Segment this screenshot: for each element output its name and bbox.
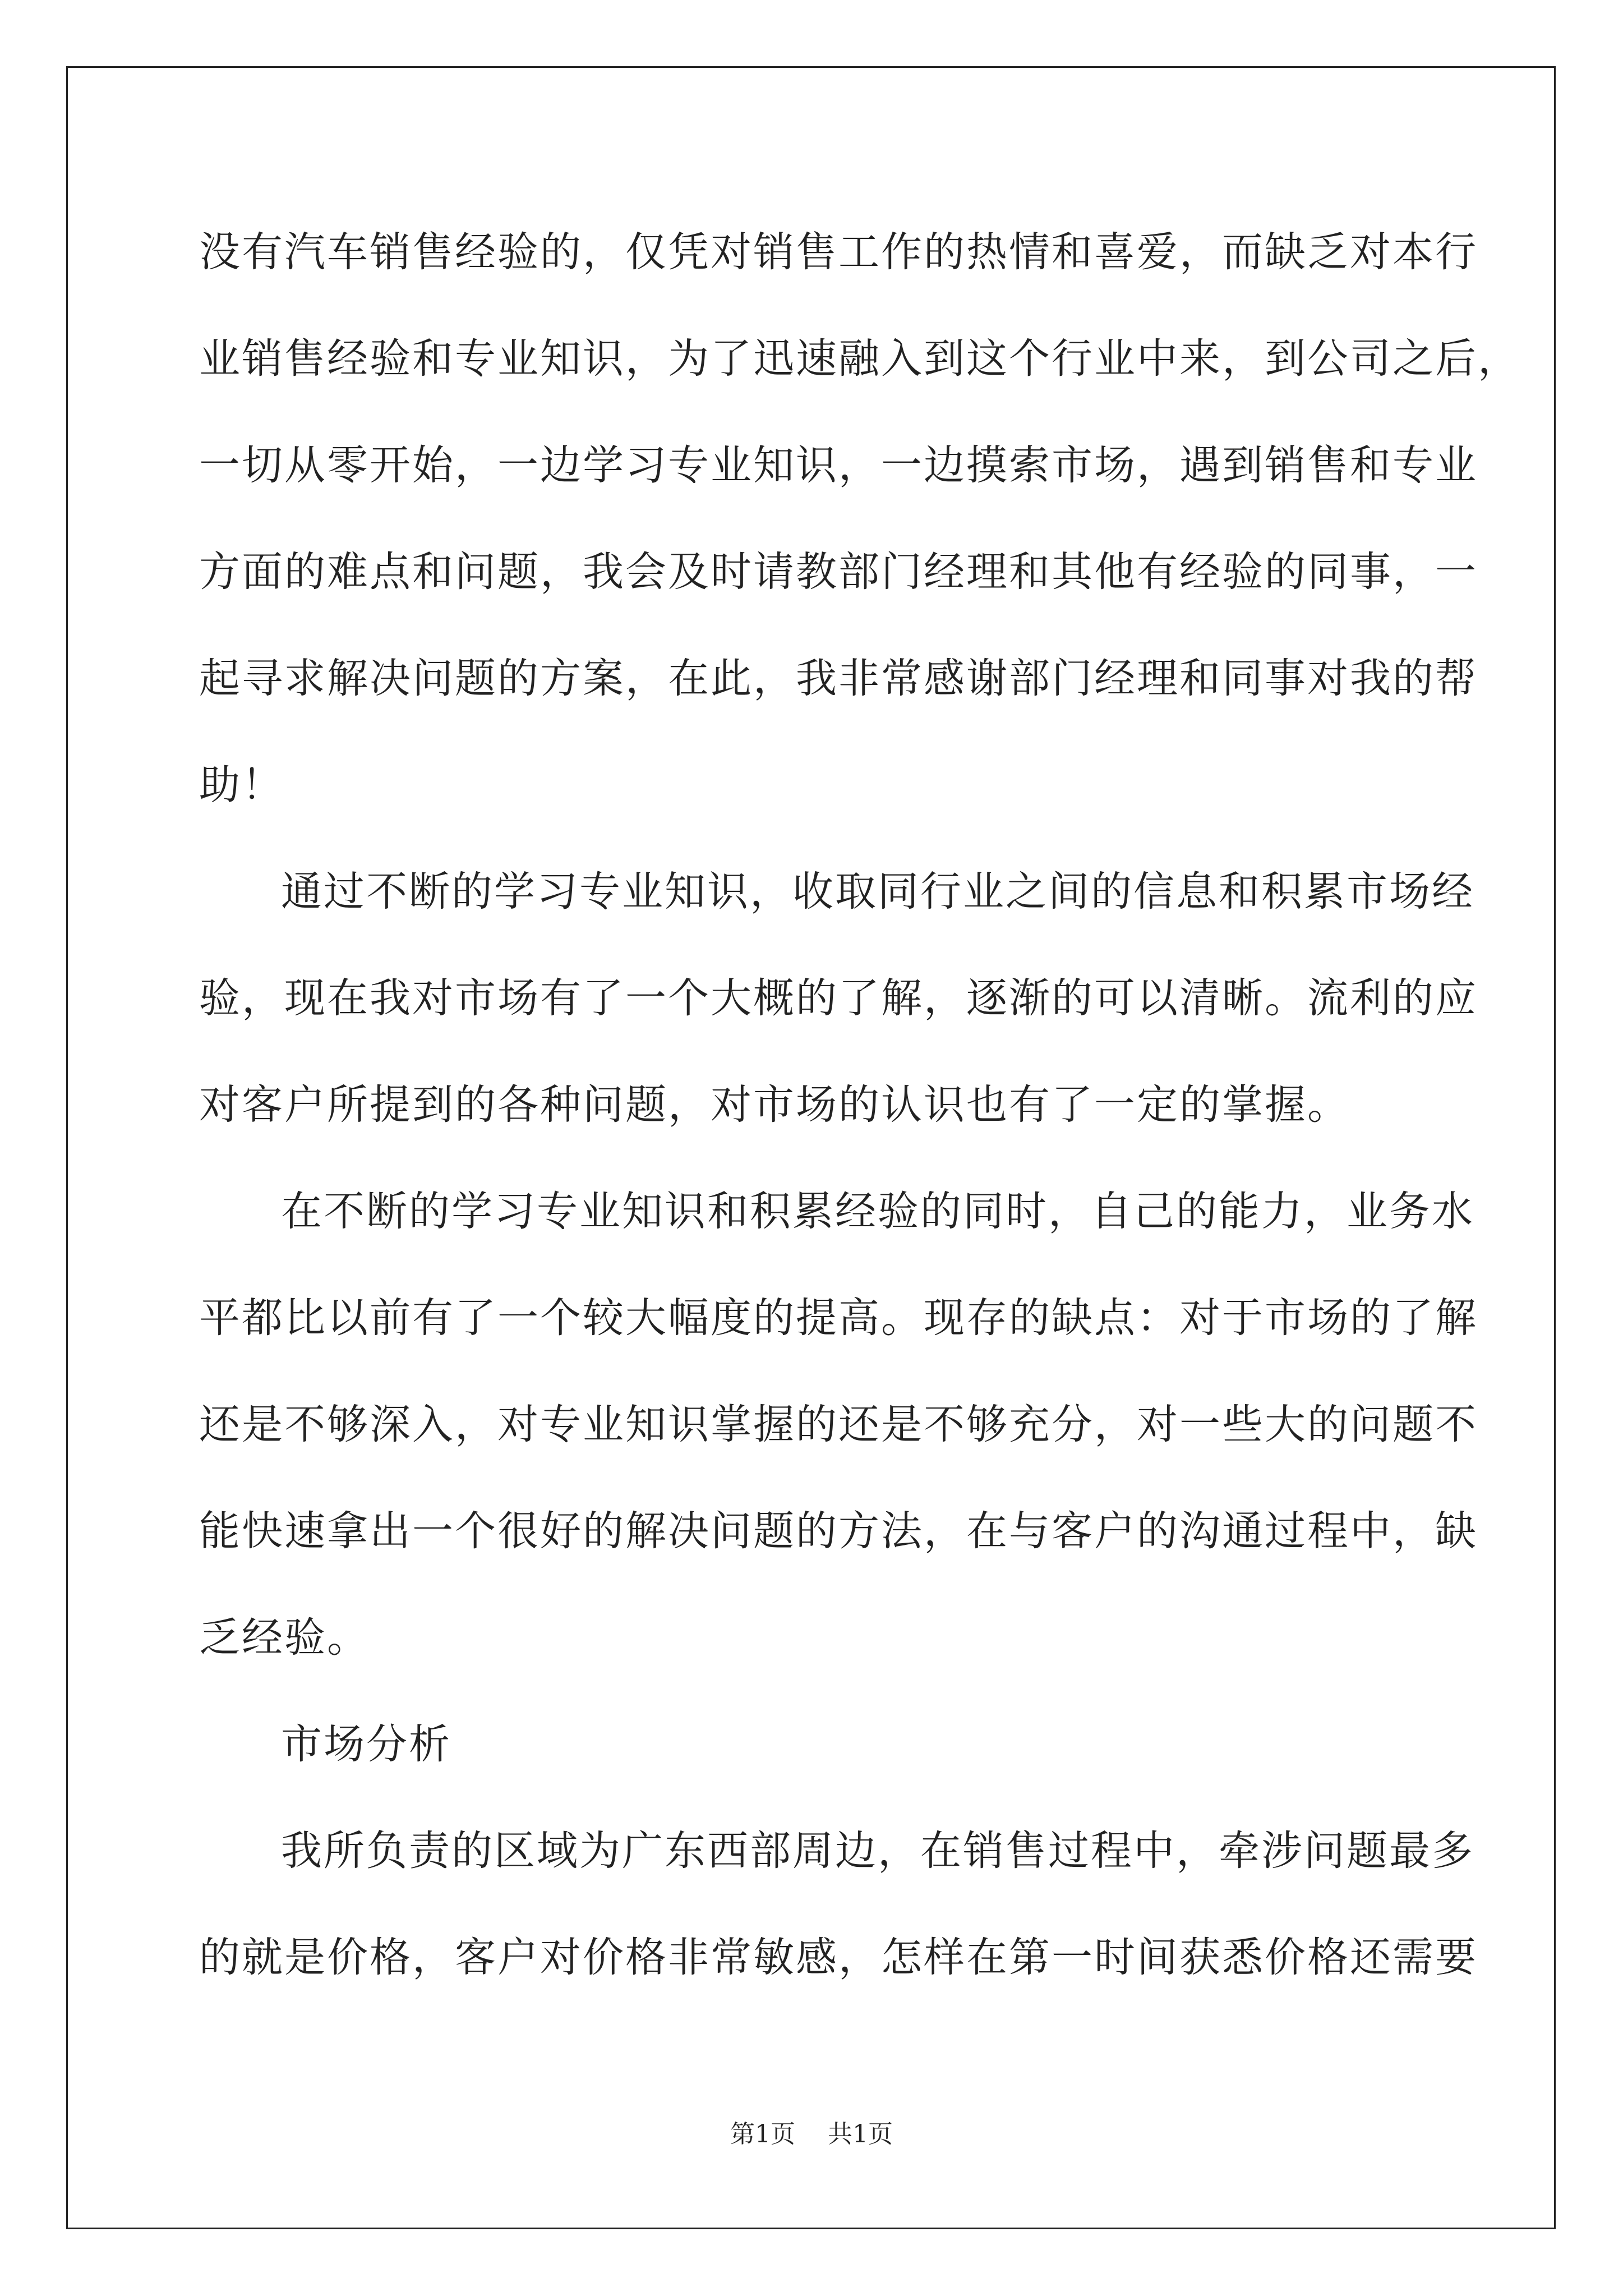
- document-body: [199, 199, 1520, 2011]
- text-line: 我所负责的区域为广东西部周边，在销售过程中，牵涉问题最多: [281, 1827, 1474, 1875]
- text-line: 通过不断的学习专业知识，收取同行业之间的信息和积累市场经: [281, 868, 1474, 915]
- text-line: 方面的难点和问题，我会及时请教部门经理和其他有经验的同事，一: [199, 548, 1478, 596]
- text-line: 的就是价格，客户对价格非常敏感，怎样在第一时间获悉价格还需要: [199, 1934, 1478, 1981]
- page-count: 共1页: [828, 2120, 893, 2148]
- text-line: 市场分析: [281, 1720, 451, 1768]
- text-line: 没有汽车销售经验的，仅凭对销售工作的热情和喜爱，而缺乏对本行: [199, 228, 1478, 276]
- text-line: 对客户所提到的各种问题，对市场的认识也有了一定的掌握。: [199, 1081, 1350, 1129]
- text-line: 一切从零开始，一边学习专业知识，一边摸索市场，遇到销售和专业: [199, 441, 1478, 489]
- text-line: 能快速拿出一个很好的解决问题的方法，在与客户的沟通过程中，缺: [199, 1507, 1478, 1555]
- text-line: 起寻求解决问题的方案，在此，我非常感谢部门经理和同事对我的帮: [199, 655, 1478, 702]
- page-footer: [0, 2114, 1623, 2150]
- text-line: 验，现在我对市场有了一个大概的了解，逐渐的可以清晰。流利的应: [199, 974, 1478, 1022]
- text-line: 平都比以前有了一个较大幅度的提高。现存的缺点：对于市场的了解: [199, 1294, 1478, 1342]
- text-line: 还是不够深入，对专业知识掌握的还是不够充分，对一些大的问题不: [199, 1401, 1478, 1448]
- text-line: 助！: [199, 761, 284, 809]
- text-line: 乏经验。: [199, 1614, 370, 1662]
- text-line: 在不断的学习专业知识和积累经验的同时，自己的能力，业务水: [281, 1188, 1474, 1235]
- page-number: 第1页: [730, 2120, 795, 2148]
- text-line: 业销售经验和专业知识，为了迅速融入到这个行业中来，到公司之后，: [199, 335, 1520, 383]
